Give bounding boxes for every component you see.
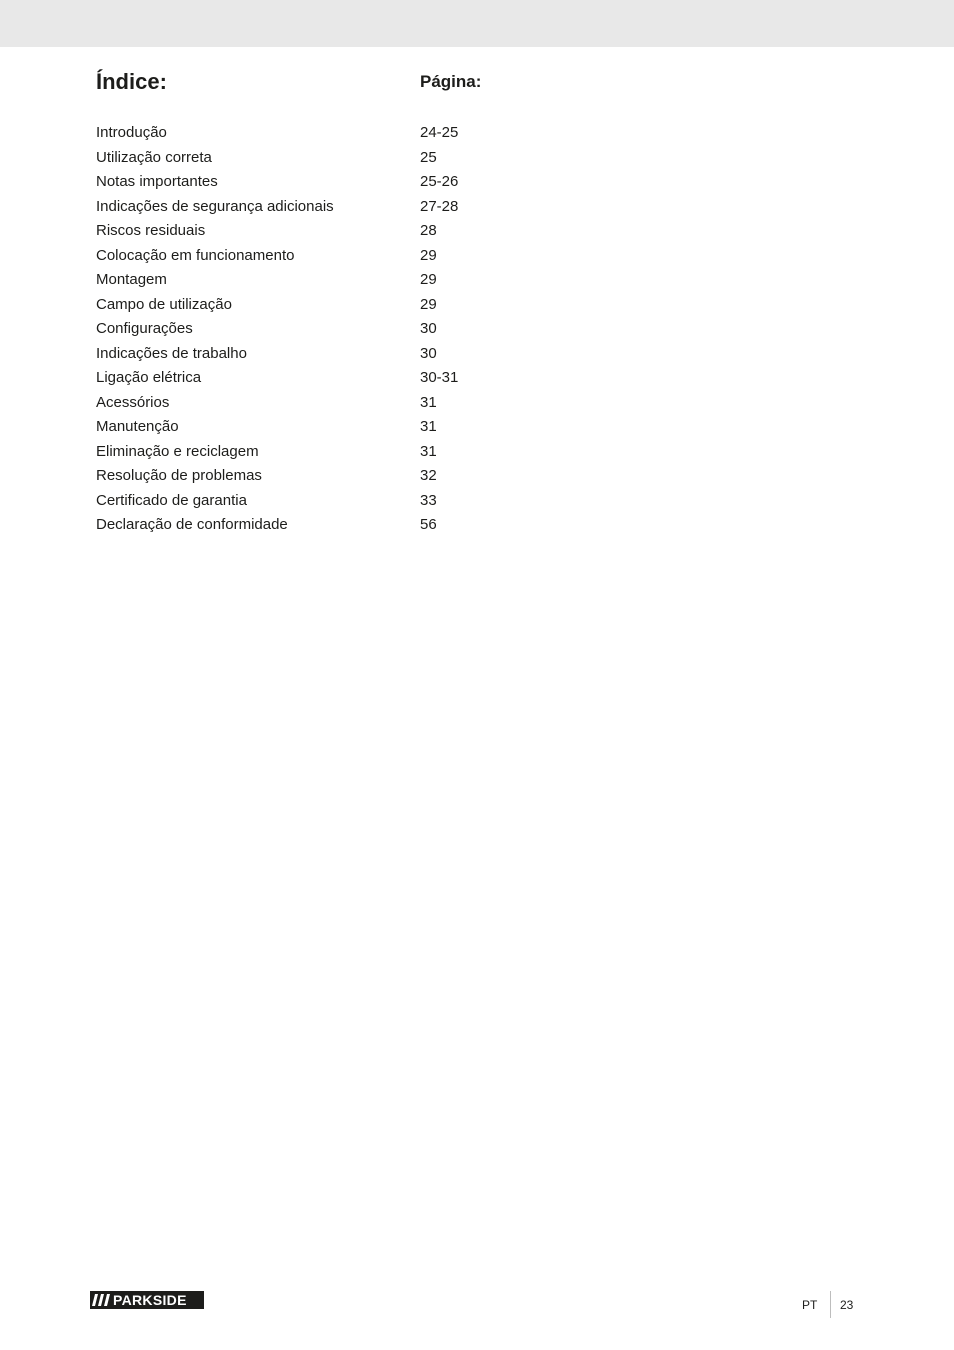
table-of-contents bbox=[96, 121, 596, 538]
toc-row[interactable] bbox=[96, 415, 596, 440]
toc-entry: Indicações de trabalho bbox=[96, 344, 247, 362]
toc-row[interactable] bbox=[96, 464, 596, 489]
toc-row[interactable] bbox=[96, 513, 596, 538]
toc-row[interactable] bbox=[96, 317, 596, 342]
toc-page: 56 bbox=[420, 516, 437, 533]
toc-entry: Manutenção bbox=[96, 418, 179, 435]
page-column-heading: Página: bbox=[420, 72, 482, 91]
toc-entry: Campo de utilização bbox=[96, 295, 232, 313]
toc-page: 28 bbox=[420, 222, 437, 239]
toc-row[interactable] bbox=[96, 195, 596, 220]
footer-divider bbox=[830, 1291, 831, 1318]
toc-entry: Configurações bbox=[96, 320, 193, 337]
language-code: PT bbox=[802, 1298, 818, 1312]
logo-wordmark: PARKSIDE bbox=[113, 1292, 187, 1308]
toc-entry: Declaração de conformidade bbox=[96, 516, 288, 533]
toc-page: 32 bbox=[420, 467, 437, 484]
toc-entry: Indicações de segurança adicionais bbox=[96, 197, 334, 215]
toc-row[interactable] bbox=[96, 219, 596, 244]
toc-entry: Acessórios bbox=[96, 393, 170, 411]
toc-page: 29 bbox=[420, 295, 437, 313]
toc-entry: Certificado de garantia bbox=[96, 491, 247, 509]
toc-page: 33 bbox=[420, 491, 437, 509]
toc-entry: Montagem bbox=[96, 271, 167, 288]
toc-entry: Riscos residuais bbox=[96, 222, 206, 239]
toc-entry: Introdução bbox=[96, 124, 167, 141]
toc-page: 25 bbox=[420, 148, 437, 166]
toc-page: 30 bbox=[420, 320, 437, 337]
toc-row[interactable] bbox=[96, 293, 596, 318]
toc-entry: Utilização correta bbox=[96, 148, 212, 166]
toc-row[interactable] bbox=[96, 121, 596, 146]
toc-page: 30 bbox=[420, 344, 437, 362]
toc-row[interactable] bbox=[96, 391, 596, 416]
toc-entry: Colocação em funcionamento bbox=[96, 246, 295, 264]
toc-page: 30-31 bbox=[420, 369, 459, 386]
toc-entry: Ligação elétrica bbox=[96, 369, 202, 386]
toc-page: 24-25 bbox=[420, 124, 459, 141]
top-band bbox=[0, 0, 954, 47]
toc-page: 31 bbox=[420, 442, 437, 460]
toc-row[interactable] bbox=[96, 440, 596, 465]
toc-row[interactable] bbox=[96, 146, 596, 171]
toc-entry: Resolução de problemas bbox=[96, 467, 262, 484]
toc-entry: Notas importantes bbox=[96, 173, 218, 190]
page-title: Índice: bbox=[96, 69, 167, 94]
parkside-logo bbox=[90, 1291, 204, 1309]
toc-entry: Eliminação e reciclagem bbox=[96, 442, 259, 460]
toc-row[interactable] bbox=[96, 366, 596, 391]
page-number: 23 bbox=[840, 1298, 854, 1312]
toc-page: 29 bbox=[420, 246, 437, 264]
logo-stripes-icon bbox=[90, 1291, 112, 1309]
toc-row[interactable] bbox=[96, 489, 596, 514]
toc-row[interactable] bbox=[96, 170, 596, 195]
toc-page: 27-28 bbox=[420, 197, 459, 215]
toc-row[interactable] bbox=[96, 268, 596, 293]
toc-row[interactable] bbox=[96, 342, 596, 367]
toc-page: 29 bbox=[420, 271, 437, 288]
toc-page: 31 bbox=[420, 393, 437, 411]
toc-page: 31 bbox=[420, 418, 437, 435]
toc-page: 25-26 bbox=[420, 173, 459, 190]
toc-row[interactable] bbox=[96, 244, 596, 269]
